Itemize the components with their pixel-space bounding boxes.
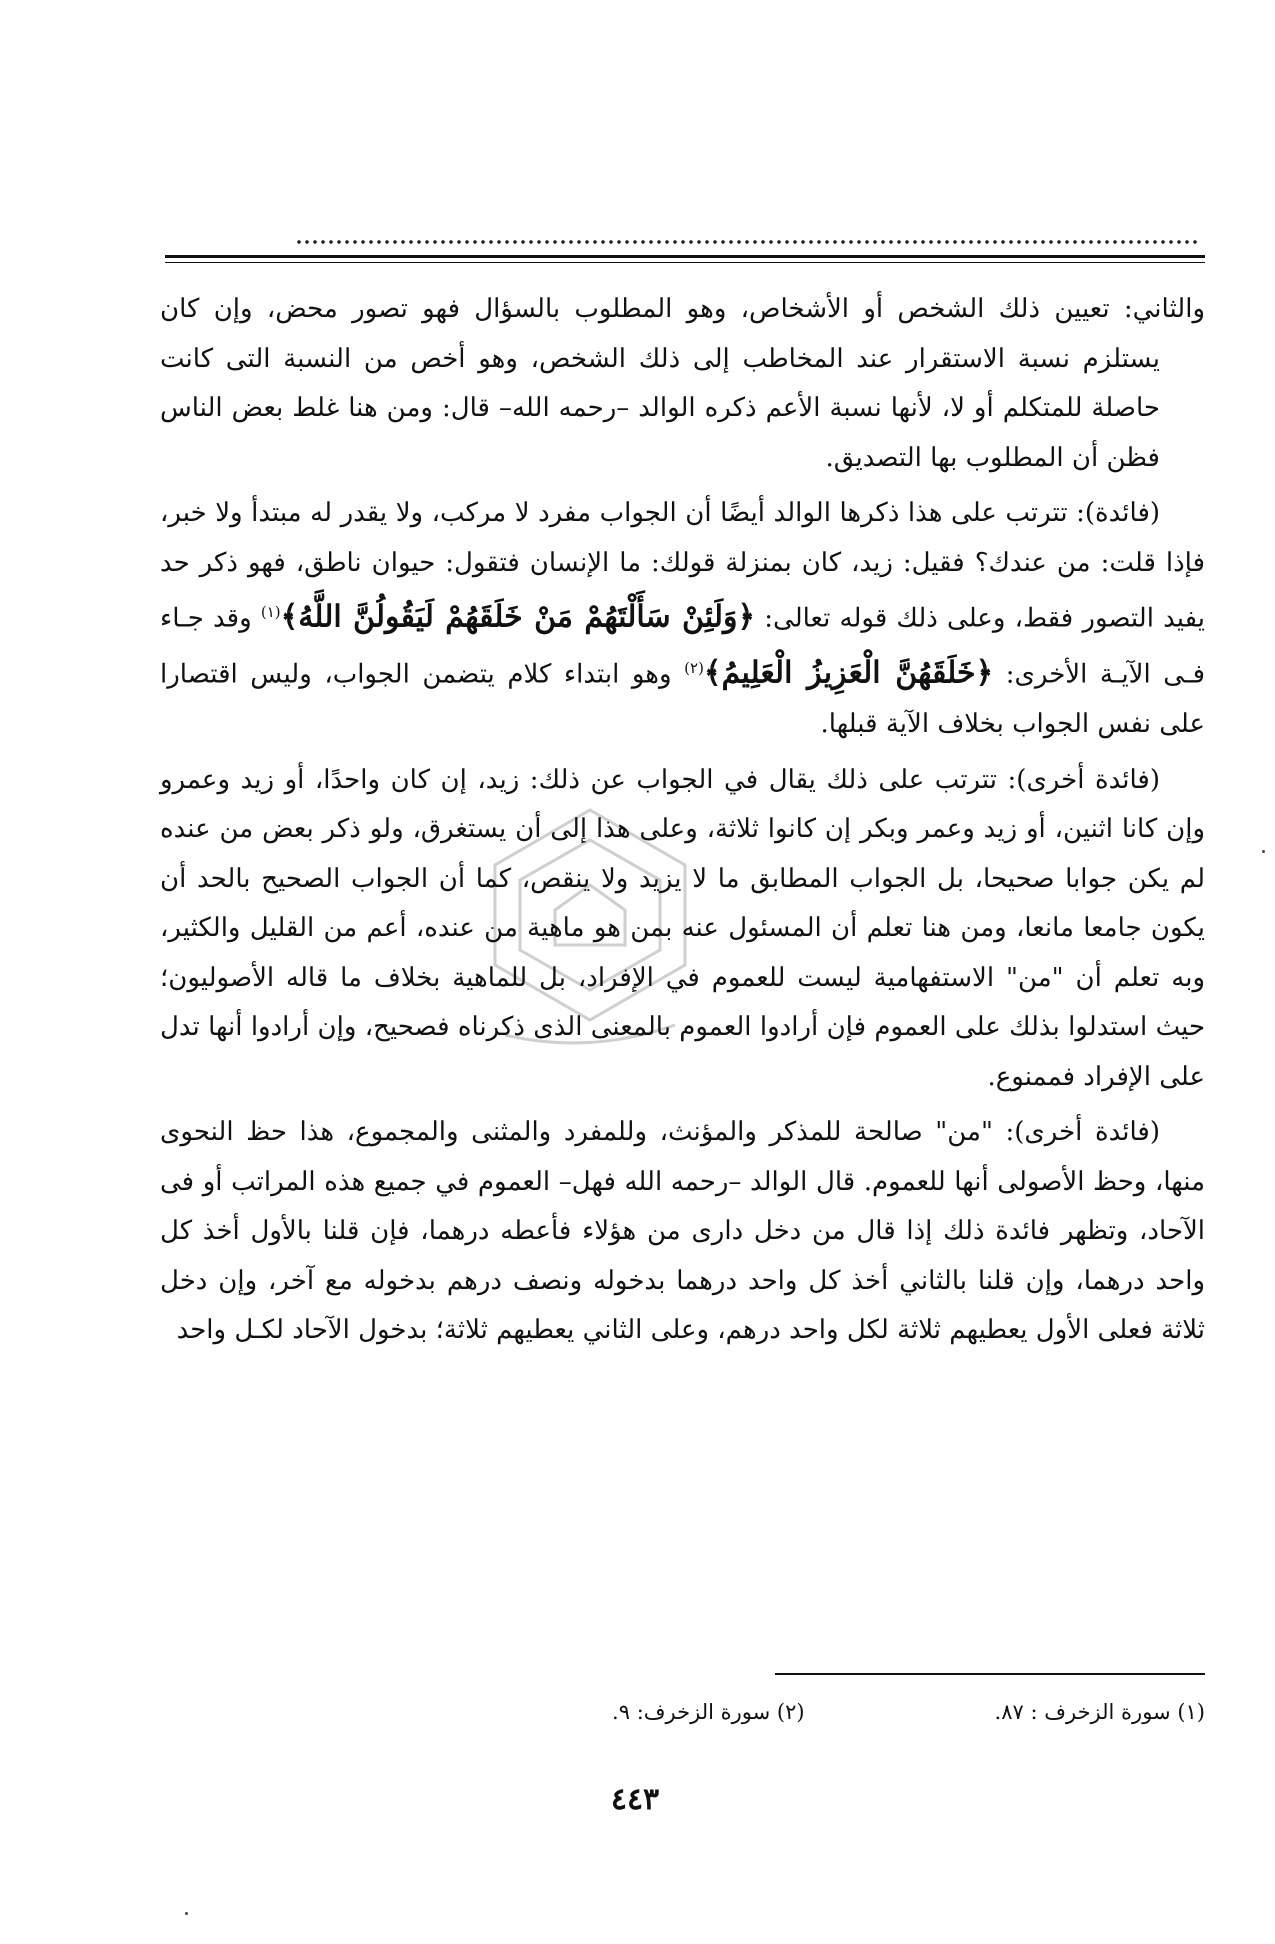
text-line: الاستفهامية ليست للعموم في الإفراد، بل للماهية بخلاف ما قاله الأصوليون؛ حيث <box>160 962 1206 1043</box>
scan-speck <box>1262 850 1265 853</box>
paragraph-3 <box>160 756 1205 1103</box>
quran-middle: وقد جـاء فـى الآيـة الأخرى: <box>160 603 1206 690</box>
footnote-rule <box>775 1673 1205 1675</box>
text-line: (فائدة أخرى): تترتب على ذلك يقال في الجواب عن ذلك: زيد، إن كان واحدًا، <box>314 764 1160 795</box>
header-dotted-line <box>295 238 1200 246</box>
paragraph-1 <box>160 285 1205 483</box>
paragraph-4 <box>160 1108 1205 1356</box>
text-line: يعطيهم ثلاثة لكل واحد درهم، وعلى الثاني يعطيهم ثلاثة؛ بدخول الآحاد لكـل واحد <box>176 1315 1028 1346</box>
text-line: التى كانت حاصلة للمتكلم أو لا، لأنها نسبة الأعم ذكره الوالد –رحمه الله– قال: <box>160 343 1160 423</box>
quran-lead: فتقول: حيوان ناطق، فهو ذكر حد يفيد التصور فقط، وعلى ذلك قوله تعالى: <box>160 547 1205 634</box>
text-line: النحوى منها، وحظ الأصولى أنها للعموم. قال الوالد –رحمه الله فهل– العموم في <box>160 1117 1206 1197</box>
quran-verse-1: ﴿وَلَئِنْ سَأَلْتَهُمْ مَنْ خَلَقَهُمْ لَيَقُولُنَّ اللَّهُ﴾ <box>280 599 756 635</box>
text-line: له مبتدأ ولا خبر، فإذا قلت: من عندك؟ فقيل: زيد، كان بمنزلة قولك: ما الإنسان <box>160 498 1206 578</box>
main-text <box>160 285 1205 1362</box>
text-line: يزيد ولا ينقص، كما أن الجواب الصحيح بالحد أن يكون جامعا مانعا، ومن هنا تعلم <box>160 863 1206 944</box>
footnote-2: (٢) سورة الزخرف: ٩. <box>612 1700 805 1724</box>
header-rule-thin <box>165 262 1205 263</box>
text-line: واحد درهما بدخوله ونصف درهم بدخوله مع آخر، وإن دخل ثلاثة فعلى الأول <box>160 1265 1205 1346</box>
footnotes <box>160 1700 1205 1724</box>
quran-verse-2: ﴿خَلَقَهُنَّ الْعَزِيزُ الْعَلِيمُ﴾ <box>703 655 994 691</box>
footnote-1: (١) سورة الزخرف : ٨٧. <box>994 1700 1205 1724</box>
text-line: هؤلاء فأعطه درهما، فإن قلنا بالأول أخذ كل واحد درهما، وإن قلنا بالثاني أخذ كل <box>160 1216 1205 1296</box>
text-line: أنها تدل على الإفراد فممنوع. <box>160 1012 1205 1092</box>
text-line: جميع هذه المراتب أو فى الآحاد، وتظهر فائدة ذلك إذا قال من دخل دارى من <box>160 1166 1206 1247</box>
text-line: أو زيد وعمرو وإن كانا اثنين، أو زيد وعمر وبكر إن كانوا ثلاثة، وعلى هذا إلى أن <box>160 764 1206 845</box>
header-rule <box>165 255 1205 258</box>
text-line: والثاني: تعيين ذلك الشخص أو الأشخاص، وهو المطلوب بالسؤال فهو تصور محض، وإن <box>213 294 1206 324</box>
footnote-ref-2: (٢) <box>684 659 704 678</box>
text-line: (فائدة): تترتب على هذا ذكرها الوالد أيضًا أن الجواب مفرد لا مركب، ولا يقدر <box>340 498 1161 528</box>
page-number: ٤٤٣ <box>610 1782 660 1817</box>
text-line: يستغرق، ولو ذكر بعض من عنده لم يكن جوابا صحيحا، بل الجواب المطابق ما لا <box>160 814 1206 894</box>
text-line: استدلوا بذلك على العموم فإن أرادوا العموم بالمعنى الذى ذكرناه فصحيح، وإن أرادوا <box>250 1012 1148 1043</box>
quran-tail: وهو ابتداء كلام يتضمن الجواب، وليس اقتصارا على نفس الجواب بخلاف الآية قبلها. <box>160 659 1205 740</box>
paragraph-2 <box>160 489 1205 750</box>
text-line: أن المسئول عنه بمن هو ماهية من عنده، أعم من القليل والكثير، وبه تعلم أن "من" <box>160 913 1206 993</box>
footnote-ref-1: (١) <box>260 603 281 621</box>
scan-speck <box>185 1912 188 1915</box>
text-line: كان يستلزم نسبة الاستقرار عند المخاطب إلى ذلك الشخص، وهو أخص من النسبة <box>160 294 1160 374</box>
text-line: (فائدة أخرى): "من" صالحة للمذكر والمؤنث، وللمفرد والمثنى والمجموع، هذا حظ <box>246 1117 1160 1148</box>
text-line: ومن هنا غلط بعض الناس فظن أن المطلوب بها التصديق. <box>160 393 1160 473</box>
